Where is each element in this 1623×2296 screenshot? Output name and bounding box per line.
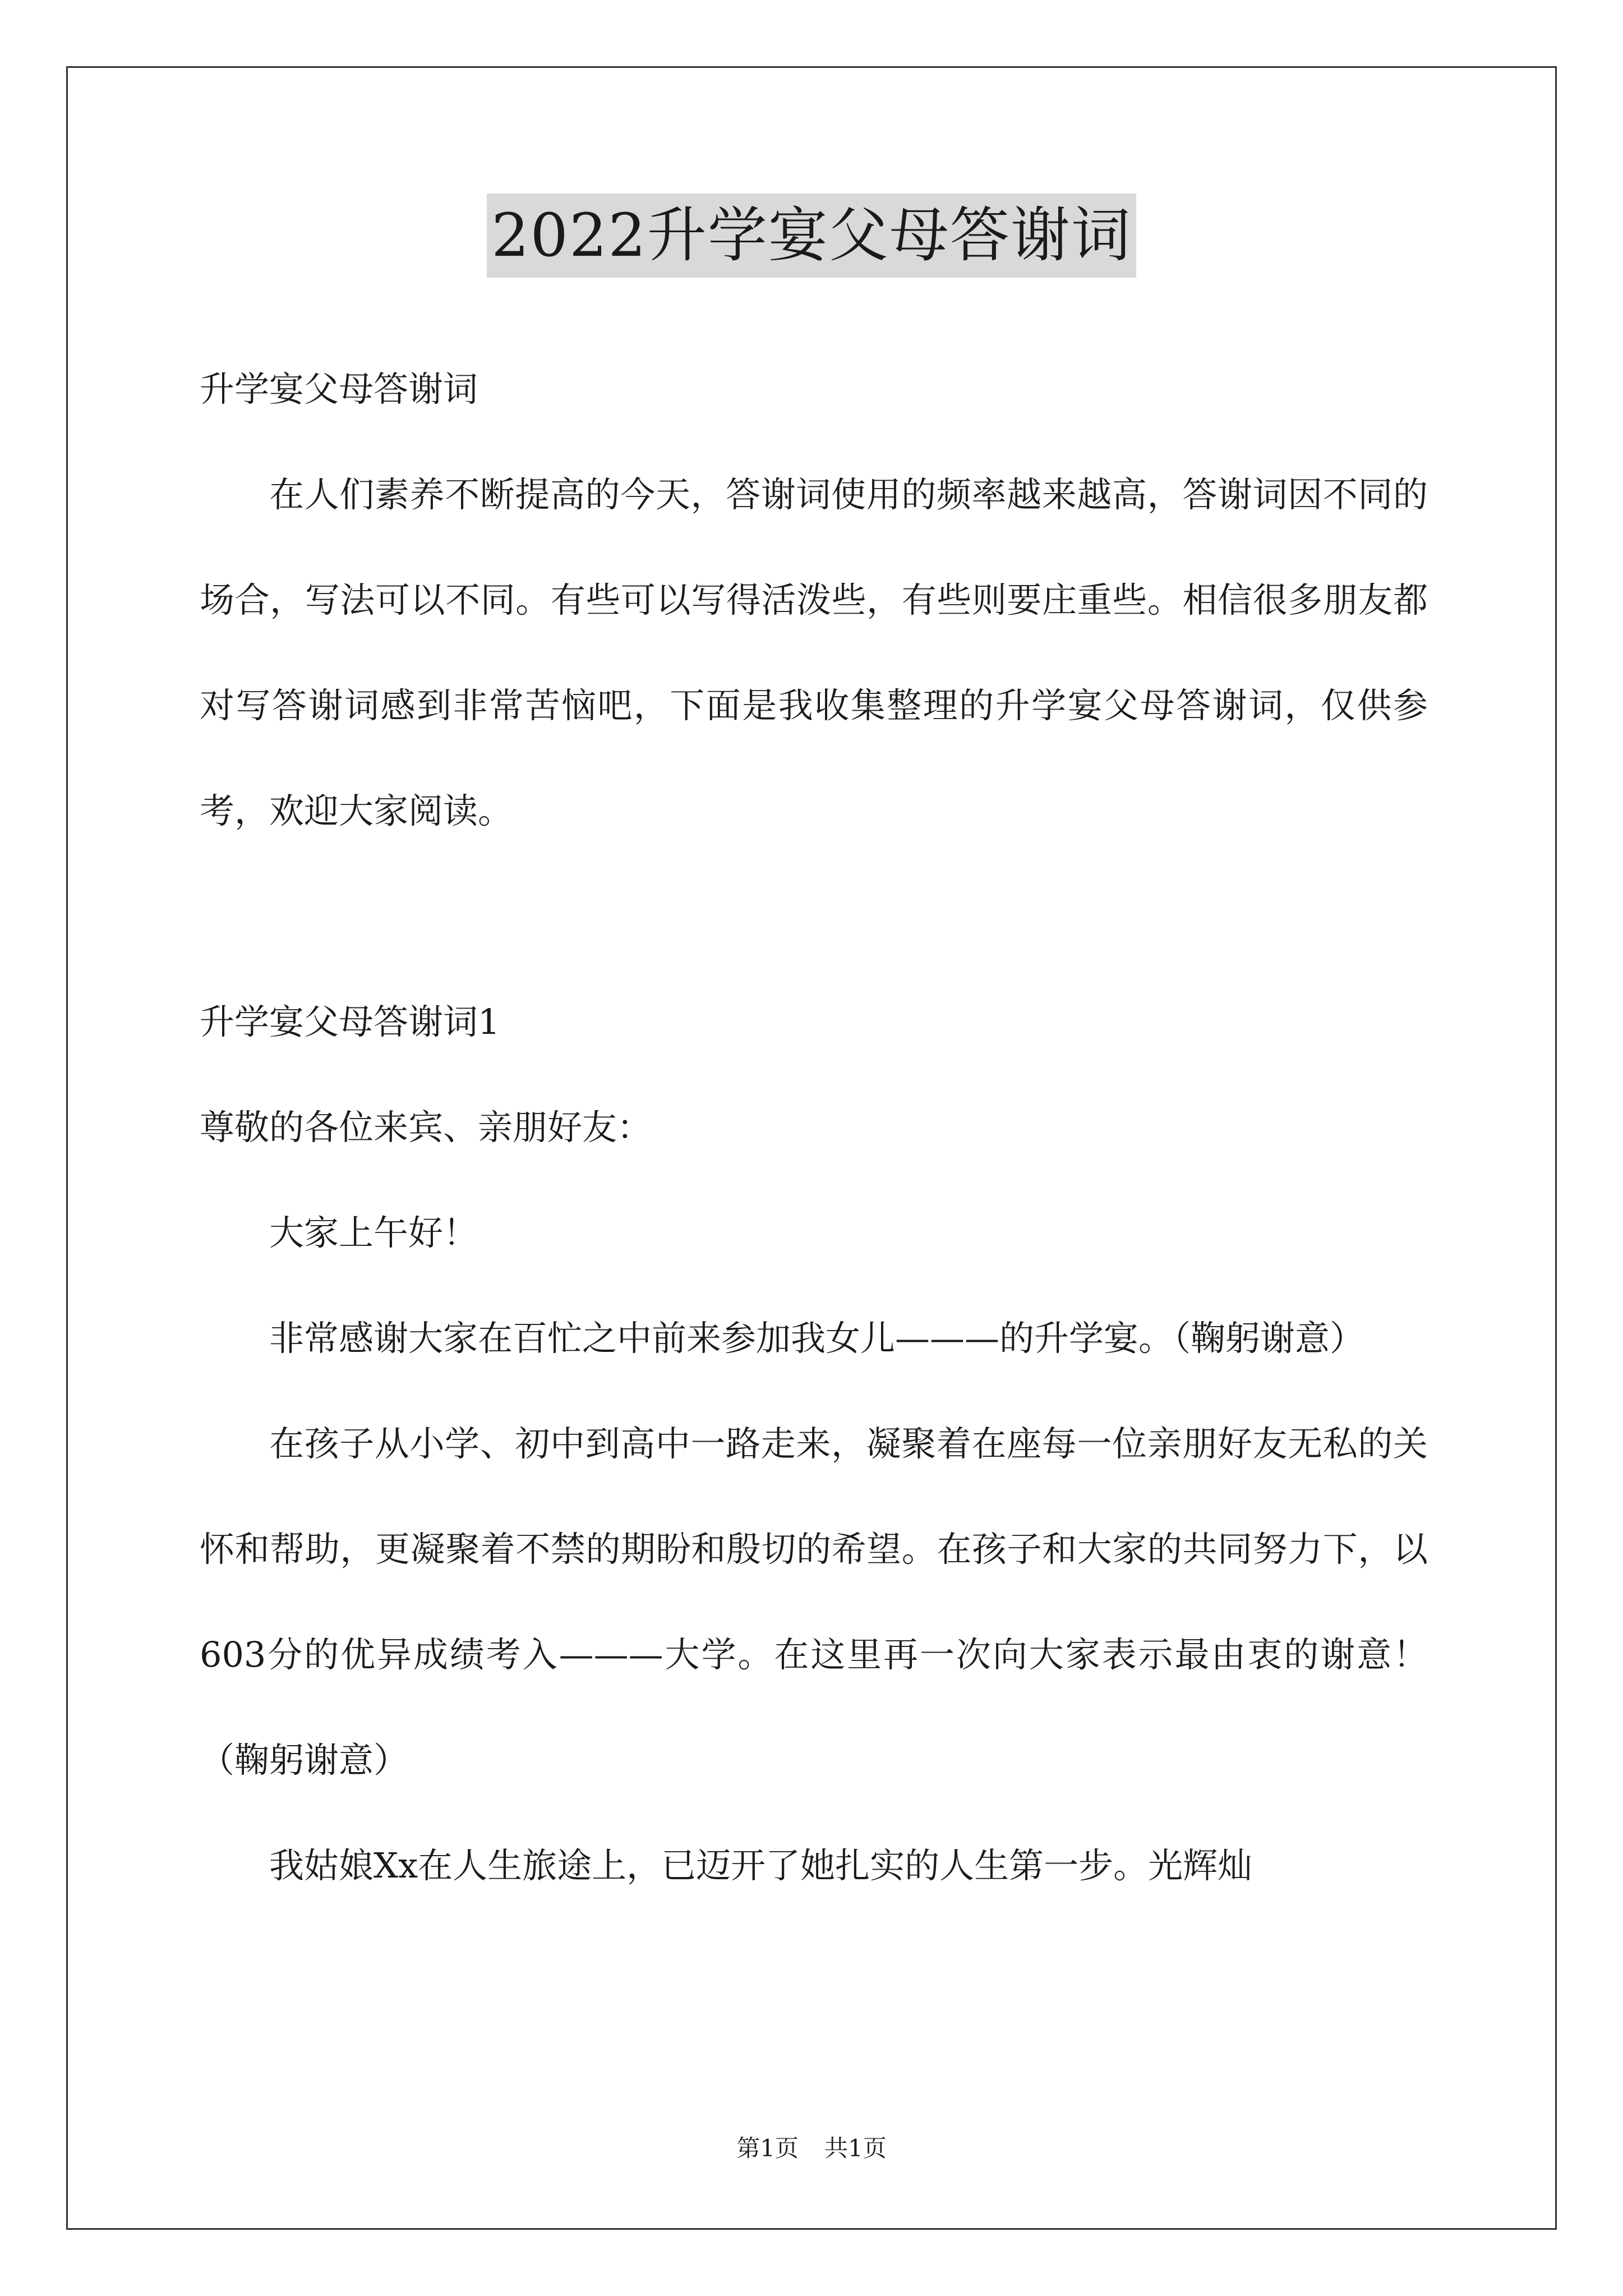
page-number-total: 共1页 — [824, 2134, 887, 2162]
body-paragraph: 非常感谢大家在百忙之中前来参加我女儿———的升学宴。（鞠躬谢意） — [269, 1318, 1365, 1359]
intro-paragraph: 在人们素养不断提高的今天，答谢词使用的频率越来越高，答谢词因不同的场合，写法可以不同。有些可以写得活泼些，有些则要庄重些。相信很多朋友都对写答谢词感到非常苦恼吧，下面是我收集整理的升学宴父母答谢词，仅供参考，欢迎大家阅读。 — [200, 474, 1428, 831]
page-number-current: 第1页 — [736, 2134, 799, 2162]
body-paragraph: 在孩子从小学、初中到高中一路走来，凝聚着在座每一位亲朋好友无私的关怀和帮助，更凝聚着不禁的期盼和殷切的希望。在孩子和大家的共同努力下，以603分的优异成绩考入———大学。在这里再一次向大家表示最由衷的谢意！（鞠躬谢意） — [200, 1423, 1428, 1780]
body-paragraph: 大家上午好！ — [269, 1212, 478, 1253]
document-title — [0, 194, 1623, 278]
salutation: 尊敬的各位来宾、亲朋好友： — [200, 1107, 652, 1148]
section-heading: 升学宴父母答谢词1 — [200, 1001, 500, 1042]
paragraph-spacer — [200, 864, 1428, 969]
document-title-text: 2022升学宴父母答谢词 — [487, 194, 1136, 278]
document-body — [200, 337, 1428, 1918]
page-footer — [0, 2132, 1623, 2165]
document-subtitle: 升学宴父母答谢词 — [200, 369, 478, 409]
body-paragraph: 我姑娘Xx在人生旅途上，已迈开了她扎实的人生第一步。光辉灿 — [269, 1845, 1253, 1886]
